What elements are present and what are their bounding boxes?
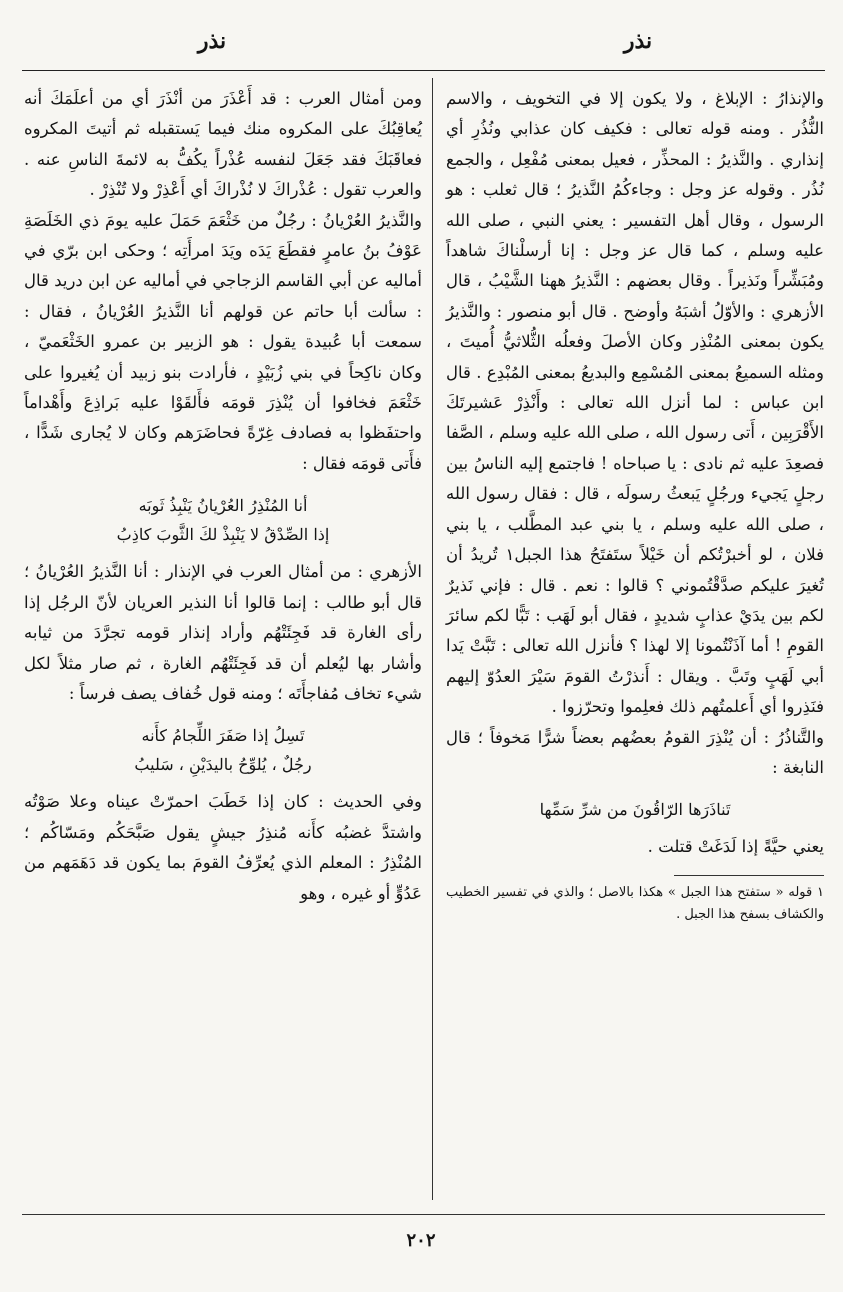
verse-line: تَناذَرَها الرّاقُونَ من شرِّ سَمِّها <box>539 800 731 820</box>
right-paragraph-2: والتَّناذُرُ : أن يُنْذِرَ القومُ بعضُهم بعضاً شرًّا مَخوفاً ؛ قال النابغة : <box>446 727 824 777</box>
footnote: ١ قوله « ستفتح هذا الجبل » هكذا بالاصل ؛ والذي في تفسير الخطيب والكشاف بسفح هذا الجبل . <box>446 884 824 922</box>
right-column <box>446 84 824 926</box>
right-paragraph-1: والإنذارُ : الإبلاغ ، ولا يكون إلا في التخويف ، والاسم النُّذُر . ومنه قوله تعالى : فكيف كان عذابي ونُذُرِ أي إنذاري . والنَّذيرُ : المحذِّر ، فعيل بمعنى مُفْعِل ، والجمع نُذُر . وقوله عز وجل : وجاءكُمُ النَّذيرُ ؛ قال ثعلب : هو الرسول ، وقال أهل التفسير : يعني النبي ، صلى الله عليه وسلم ، كما قال عز وجل : إنا أرسلْناكَ شاهداً ومُبَشِّراً ونَذيراً . وقال بعضهم : النَّذيرُ ههنا الشَّيْبُ ، قال الأزهري : والأوّلُ أشبَهُ وأوضح . قال أبو منصور : والنَّذيرُ يكون بمعنى المُنْذِر وكان الأصلَ وفعلُه الثُّلاثيُّ أُميتَ ، ومثله السميعُ بمعنى المُسْمِع والبديعُ بمعنى المُبْدِع . قال ابن عباس : لما أنزل الله تعالى : وأَنْذِرْ عَشيرتَكَ الأَقْرَبِين ، أَتى رسول الله ، صلى الله عليه وسلم ، الصَّفا فصعِدَ عليه ثم نادى : يا صباحاه ! فاجتمع إليه الناسُ بين رجلٍ يَجيء ورجُلٍ يَبعثُ رسولَه ، قال : فقال رسول الله ، صلى الله عليه وسلم ، يا بني عبد المطَّلب ، يا بني فلان ، لو أخبرْتُكم أن خَيْلاً ستَفتَحُ هذا الجبل١ تُريدُ أن تُغيرَ عليكم صدَّقْتُموني ؟ قالوا : نعم . قال : فإني نَذيرٌ لكم بين يدَيْ عذابٍ شديدٍ ، فقال أبو لَهَب : تَبًّا لكم سائرَ القومِ ! أما آذَنْتُمونا إلا لهذا ؟ فأنزل الله تعالى : تَبَّتْ يَدا أبي لَهَبٍ وتَبَّ . ويقال : أَنذرْتُ القومَ سَيْرَ العدُوّ إليهم فنَذِروا أي أَعلمتُهم ذلك فعلِموا وتحرّزوا . <box>446 89 824 717</box>
left-column <box>24 84 422 909</box>
left-paragraph-2: والنَّذيرُ العُرْيانُ : رجُلٌ من خَثْعَمَ حَمَلَ عليه يومَ ذي الخَلَصَةِ عَوْفُ بنُ عامرٍ فقطَعَ يَدَه ويَدَ امرأَتِه ؛ وحكى ابن برّي في أماليه عن أبي القاسم الزجاجي في أماليه عن ابن دريد قال : سألت أبا حاتم عن قولهم أنا النَّذيرُ العُرْيانُ ، فقال : سمعت أبا عُبيدة يقول : هو الزبير بن عمرو الخَثْعَميّ ، وكان ناكِحاً في بني زُبَيْدٍ ، فأرادت بنو زبيد أن يُغيروا على خَثْعَمَ فخافوا أن يُنْذِرَ قومَه فأَلقَوْا عليه بَراذِعَ وأَهْداماً واحتفَظوا به فصادف غِرّةً فحاضَرَهم وكان لا يُجارى شَدًّا ، فأَتى قومَه فقال : <box>24 210 422 473</box>
footer-rule <box>22 1214 825 1215</box>
verse-line: رجُلٌ ، يُلوِّحُ باليدَيْنِ ، سَليبُ <box>134 755 312 775</box>
left-paragraph-3: الأزهري : من أمثال العرب في الإنذار : أنا النَّذيرُ العُرْيانُ ؛ قال أبو طالب : إنما قالوا أنا النذير العريان لأنّ الرجُل إذا رأى الغارة قد فَجِئَتْهُم وأراد إنذار قومه تجرَّدَ من ثيابه وأشار بها ليُعلم أن قد فَجِئَتْهُم الغارة ، ثم صار مثلاً لكل شيء تخاف مُفاجأَتَه ؛ ومنه قول خُفاف يصف فرساً : <box>24 562 422 703</box>
left-verse-2 <box>24 721 422 779</box>
header-left-word: نذر <box>197 28 227 54</box>
verse-line: أنا المُنْذِرُ العُرْيانُ يَنْبِذُ ثَوبَه <box>138 496 308 516</box>
verse-line: إذا الصِّدْقُ لا يَنْبِذْ لكَ الثَّوبَ كاذِبُ <box>116 525 330 545</box>
footnote-rule <box>674 875 824 876</box>
header-right-word: نذر <box>623 28 653 54</box>
left-paragraph-4: وفي الحديث : كان إذا خَطَبَ احمرّتْ عيناه وعلا صَوْتُه واشتدَّ غضبُه كأَنه مُنذِرُ جيشٍ يقول صَبَّحَكُم ومَسّاكُم ؛ المُنْذِرُ : المعلم الذي يُعرِّفُ القومَ بما يكون قد دَهَمَهم من عَدُوٍّ أو غيره ، وهو <box>24 792 422 903</box>
right-verse <box>446 795 824 824</box>
right-paragraph-3: يعني حيَّةً إذا لَدَغَتْ قتلت . <box>647 837 824 857</box>
page-number: ٢٠٢ <box>406 1230 436 1251</box>
column-divider <box>432 78 433 1200</box>
header-rule <box>22 70 825 71</box>
left-verse-1 <box>24 491 422 549</box>
verse-line: تَسِلُ إذا صَفَرَ اللِّجامُ كأَنه <box>141 726 305 746</box>
left-paragraph-1: ومن أمثال العرب : قد أَعْذَرَ من أنْذَرَ أي من أعلَمَكَ أنه يُعاقِبُكَ على المكروه منك فيما يَستقبله ثم أتيتَ المكروه فعاقَبَكَ فقد جَعَلَ لنفسه عُذْراً يكُفُّ به لائمةَ الناسِ عنه . والعرب تقول : عُذْراكَ لا نُذْراكَ أي أَعْذِرْ ولا تُنْذِرْ . <box>24 89 422 200</box>
